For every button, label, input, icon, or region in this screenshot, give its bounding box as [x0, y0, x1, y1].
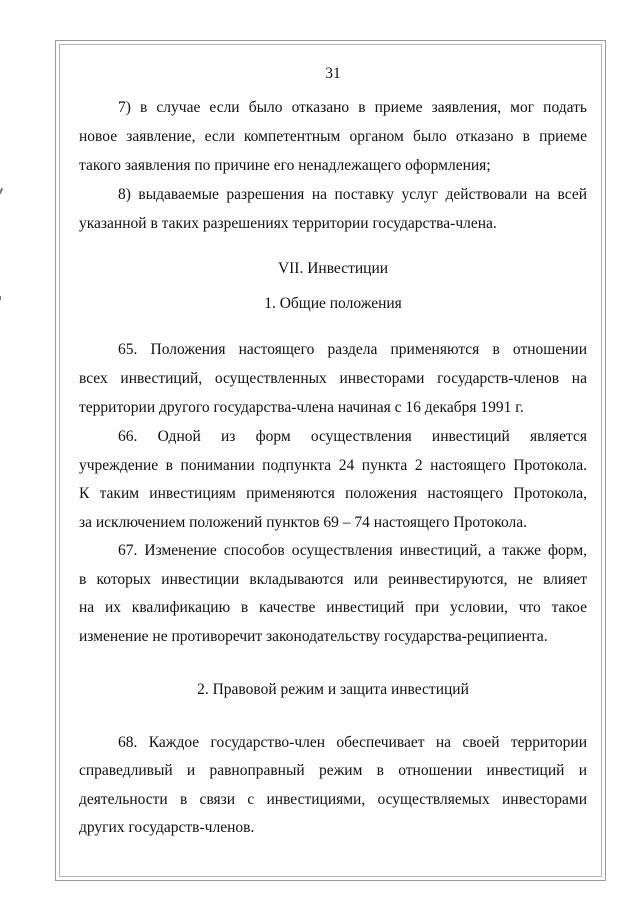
- text-line: всех инвестиций, осуществленных инвесторами государств-членов на: [79, 370, 587, 387]
- text-line: справедливый и равноправный режим в отношении инвестиций и: [79, 762, 587, 779]
- scan-mark: [0, 296, 1, 300]
- text-line: на их квалификацию в качестве инвестиций при условии, что такое: [79, 599, 587, 616]
- section-heading: VII. Инвестиции: [277, 260, 389, 277]
- subsection-heading: 1. Общие положения: [264, 295, 402, 312]
- text-line: 7) в случае если было отказано в приеме заявления, мог подать: [118, 99, 587, 116]
- text-line: в которых инвестиции вкладываются или реинвестируются, не влияет: [79, 571, 587, 588]
- text-line: учреждение в понимании подпункта 24 пункта 2 настоящего Протокола.: [79, 457, 587, 474]
- scan-mark: [0, 188, 3, 194]
- text-line: деятельности в связи с инвестициями, осуществляемых инвесторами: [79, 791, 587, 808]
- text-line: К таким инвестициям применяются положения настоящего Протокола,: [79, 485, 587, 502]
- text-line: новое заявление, если компетентным органом было отказано в приеме: [79, 128, 587, 145]
- page-number: 31: [325, 65, 341, 82]
- subsection-heading: 2. Правовой режим и защита инвестиций: [197, 681, 469, 698]
- text-line: 68. Каждое государство-член обеспечивает на своей территории: [118, 734, 587, 751]
- text-line: 67. Изменение способов осуществления инвестиций, а также форм,: [118, 542, 587, 559]
- text-line: изменение не противоречит законодательству государства-реципиента.: [79, 628, 548, 645]
- text-line: территории другого государства-члена начиная с 16 декабря 1991 г.: [79, 399, 524, 416]
- text-line: указанной в таких разрешениях территории государства-члена.: [79, 215, 497, 232]
- text-line: других государств-членов.: [79, 819, 255, 836]
- text-line: 66. Одной из форм осуществления инвестиций является: [118, 428, 587, 445]
- text-line: 65. Положения настоящего раздела применяются в отношении: [118, 341, 587, 358]
- text-line: за исключением положений пунктов 69 – 74 настоящего Протокола.: [79, 514, 527, 531]
- text-line: такого заявления по причине его ненадлежащего оформления;: [79, 157, 491, 174]
- text-line: 8) выдаваемые разрешения на поставку услуг действовали на всей: [118, 186, 587, 203]
